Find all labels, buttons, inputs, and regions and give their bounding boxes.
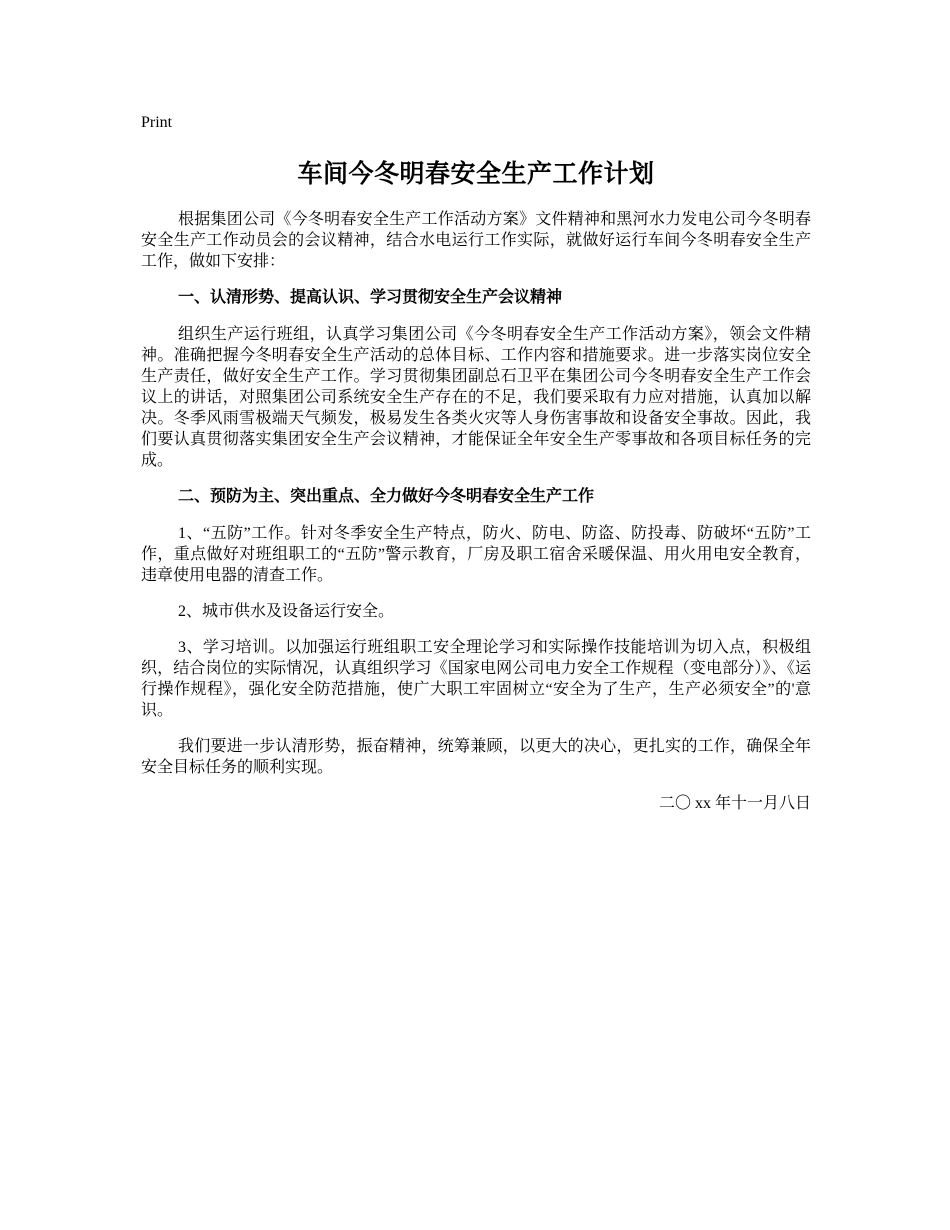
print-link[interactable]: Print: [141, 114, 173, 131]
item-1-paragraph: 1、“五防”工作。针对冬季安全生产特点，防火、防电、防盗、防投毒、防破坏“五防”工作，重点做好对班组职工的“五防”警示教育，厂房及职工宿舍采暖保温、用火用电安全教育，违章使用电器的清查工作。: [141, 525, 811, 584]
closing-paragraph: 我们要进一步认清形势，振奋精神，统筹兼顾，以更大的决心，更扎实的工作，确保全年安全目标任务的顺利实现。: [141, 738, 811, 776]
document-body: [141, 158, 811, 814]
intro-paragraph: 根据集团公司《今冬明春安全生产工作活动方案》文件精神和黑河水力发电公司今冬明春安全生产工作动员会的会议精神，结合水电运行工作实际，就做好运行车间今冬明春安全生产工作，做如下安排：: [141, 211, 811, 270]
section-2-heading: 二、预防为主、突出重点、全力做好今冬明春安全生产工作: [178, 488, 595, 505]
section-1-heading: 一、认清形势、提高认识、学习贯彻安全生产会议精神: [178, 289, 563, 306]
section-1-paragraph: 组织生产运行班组，认真学习集团公司《今冬明春安全生产工作活动方案》，领会文件精神。准确把握今冬明春安全生产活动的总体目标、工作内容和措施要求。进一步落实岗位安全生产责任，做好安全生产工作。学习贯彻集团副总石卫平在集团公司今冬明春安全生产工作会议上的讲话，对照集团公司系统安全生产存在的不足，我们要采取有力应对措施，认真加以解决。冬季风雨雪极端天气频发，极易发生各类火灾等人身伤害事故和设备安全事故。因此，我们要认真贯彻落实集团安全生产会议精神，才能保证全年安全生产零事故和各项目标任务的完成。: [141, 326, 811, 469]
item-2-paragraph: 2、城市供水及设备运行安全。: [178, 603, 395, 620]
document-date: 二〇 xx 年十一月八日: [658, 795, 811, 812]
document-title: 车间今冬明春安全生产工作计划: [297, 161, 655, 188]
item-3-paragraph: 3、学习培训。以加强运行班组职工安全理论学习和实际操作技能培训为切入点，积极组织，结合岗位的实际情况，认真组织学习《国家电网公司电力安全工作规程（变电部分）》、《运行操作规程》，强化安全防范措施，使广大职工牢固树立“安全为了生产，生产必须安全”的'意识。: [141, 639, 811, 719]
